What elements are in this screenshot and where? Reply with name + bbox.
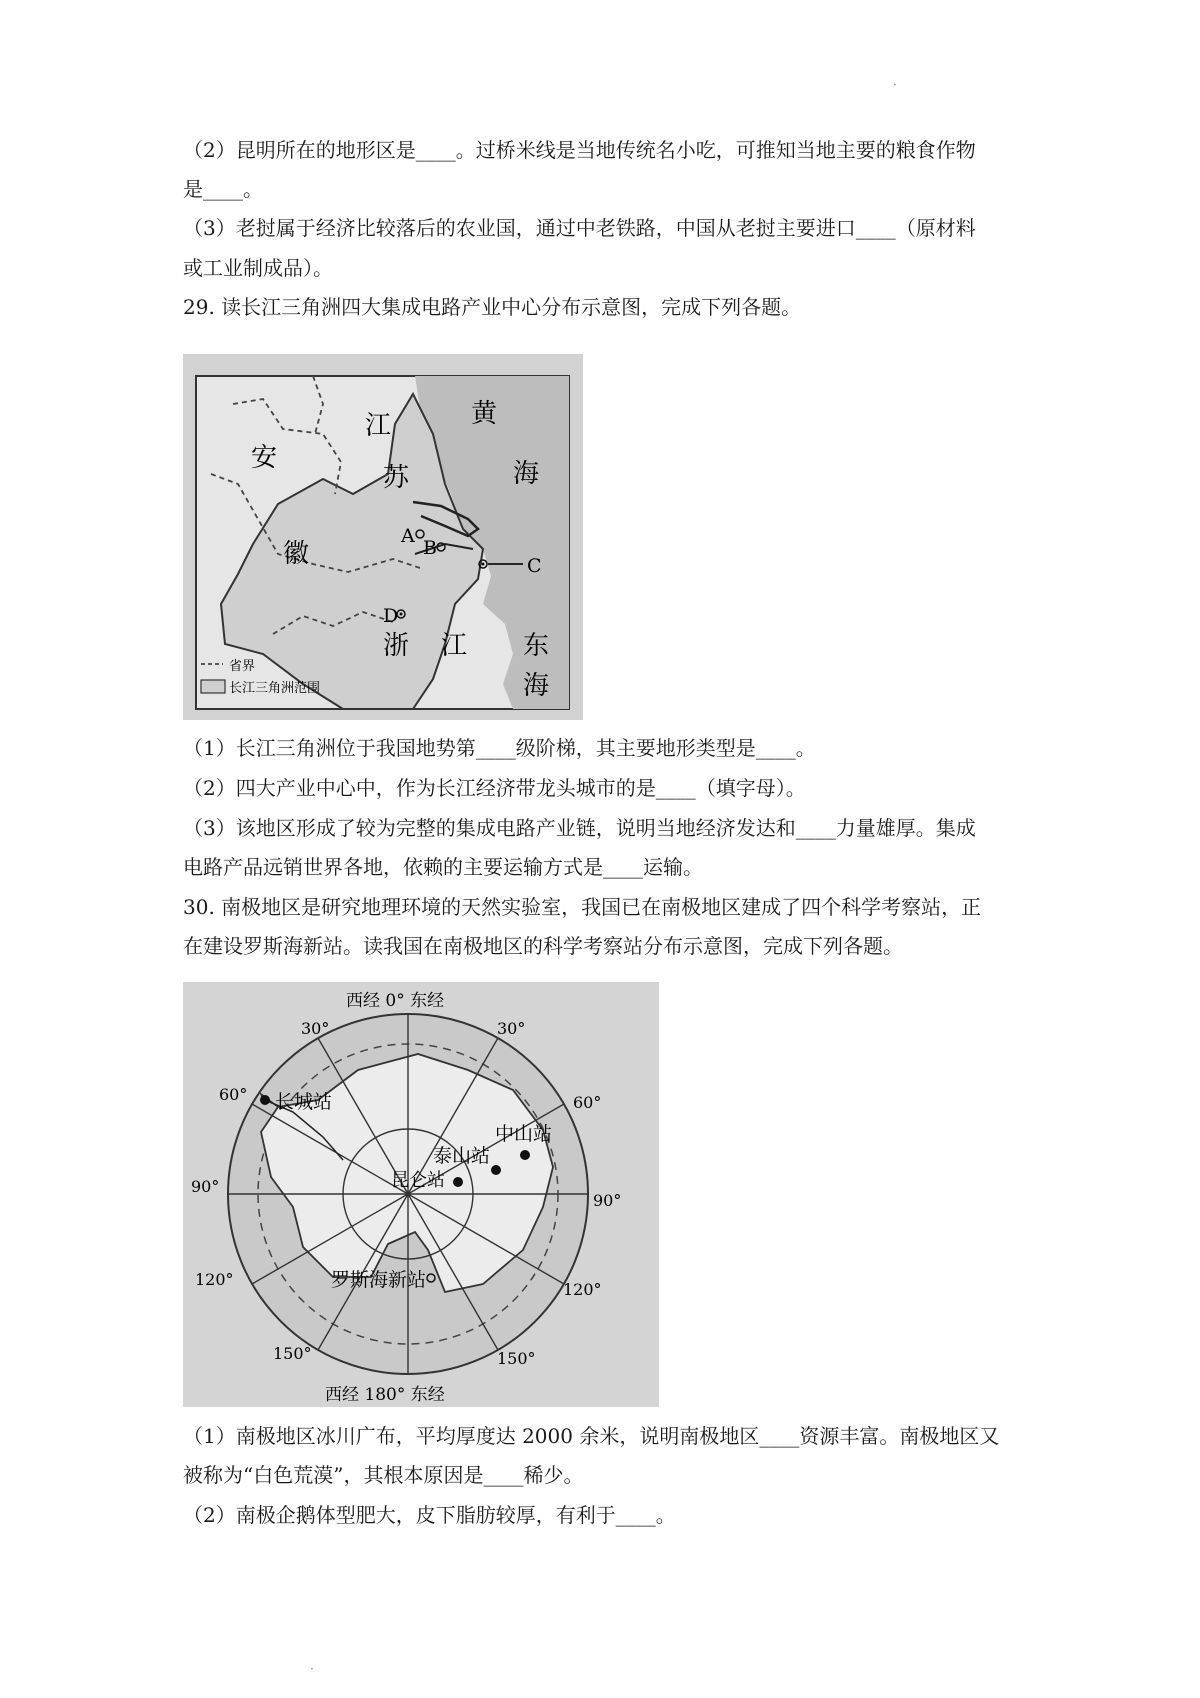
question-29-2: （2）四大产业中心中，作为长江经济带龙头城市的是____（填字母）。 — [183, 776, 806, 800]
tick-w90: 90° — [191, 1177, 220, 1196]
label-anhui-2: 徽 — [283, 539, 310, 569]
question-30: 30. 南极地区是研究地理环境的天然实验室，我国已在南极地区建成了四个科学考察站，正 — [183, 895, 982, 919]
text-line: 在建设罗斯海新站。读我国在南极地区的科学考察站分布示意图，完成下列各题。 — [183, 934, 903, 958]
legend-boundary: 省界 — [229, 659, 256, 674]
text-line: 是____。 — [183, 177, 263, 201]
station-zhongshan: 中山站 — [495, 1123, 553, 1145]
label-anhui-1: 安 — [251, 443, 278, 473]
tick-e60: 60° — [573, 1093, 602, 1112]
tick-e90: 90° — [593, 1191, 622, 1210]
question-29: 29. 读长江三角洲四大集成电路产业中心分布示意图，完成下列各题。 — [183, 295, 802, 319]
label-east-sea-1: 东 — [523, 631, 550, 661]
question-29-3: （3）该地区形成了较为完整的集成电路产业链，说明当地经济发达和____力量雄厚。集成 — [183, 816, 976, 840]
tick-w30: 30° — [301, 1019, 330, 1038]
label-jiangsu-2: 苏 — [383, 463, 410, 493]
label-city-b: B — [423, 537, 437, 559]
label-jiangsu-1: 江 — [365, 411, 392, 441]
label-yellow-sea-2: 海 — [513, 459, 540, 489]
text-line: 或工业制成品）。 — [183, 256, 333, 280]
tick-e30: 30° — [497, 1019, 526, 1038]
meridian-top-label: 西经 0° 东经 — [346, 991, 445, 1011]
label-zhejiang-2: 江 — [441, 631, 468, 661]
question-30-2: （2）南极企鹅体型肥大，皮下脂肪较厚，有利于____。 — [183, 1503, 676, 1527]
question-29-1: （1）长江三角洲位于我国地势第____级阶梯，其主要地形类型是____。 — [183, 736, 816, 760]
tick-e120: 120° — [563, 1280, 602, 1299]
label-zhejiang-1: 浙 — [383, 631, 410, 661]
station-taishan: 泰山站 — [433, 1145, 491, 1167]
tick-w60: 60° — [219, 1085, 248, 1104]
tick-w120: 120° — [195, 1270, 234, 1289]
meridian-bottom-label: 西经 180° 东经 — [325, 1385, 445, 1405]
antarctica-stations-map — [183, 982, 659, 1407]
text-line: 被称为“白色荒漠”，其根本原因是____稀少。 — [183, 1463, 584, 1487]
station-kunlun: 昆仑站 — [391, 1170, 445, 1191]
label-east-sea-2: 海 — [523, 671, 550, 701]
label-yellow-sea-1: 黄 — [471, 399, 498, 429]
label-city-d: D — [383, 605, 399, 627]
page-mark: · — [893, 78, 897, 92]
page-mark: · — [310, 1662, 314, 1676]
text-line: （2）昆明所在的地形区是____。过桥米线是当地传统名小吃，可推知当地主要的粮食作物 — [183, 138, 976, 162]
tick-w150: 150° — [273, 1344, 312, 1363]
text-line: 电路产品远销世界各地，依赖的主要运输方式是____运输。 — [183, 855, 703, 879]
text-line: （3）老挝属于经济比较落后的农业国，通过中老铁路，中国从老挝主要进口____（原材料 — [183, 216, 976, 240]
yangtze-delta-map — [183, 354, 583, 720]
station-rossnew: 罗斯海新站 — [331, 1269, 427, 1291]
tick-e150: 150° — [497, 1349, 536, 1368]
station-changcheng: 长城站 — [275, 1091, 333, 1113]
question-30-1: （1）南极地区冰川广布，平均厚度达 2000 余米，说明南极地区____资源丰富。南极地区又 — [183, 1424, 1000, 1448]
label-city-c: C — [527, 555, 542, 577]
legend-delta-region: 长江三角洲范围 — [229, 681, 321, 696]
label-city-a: A — [401, 525, 415, 547]
